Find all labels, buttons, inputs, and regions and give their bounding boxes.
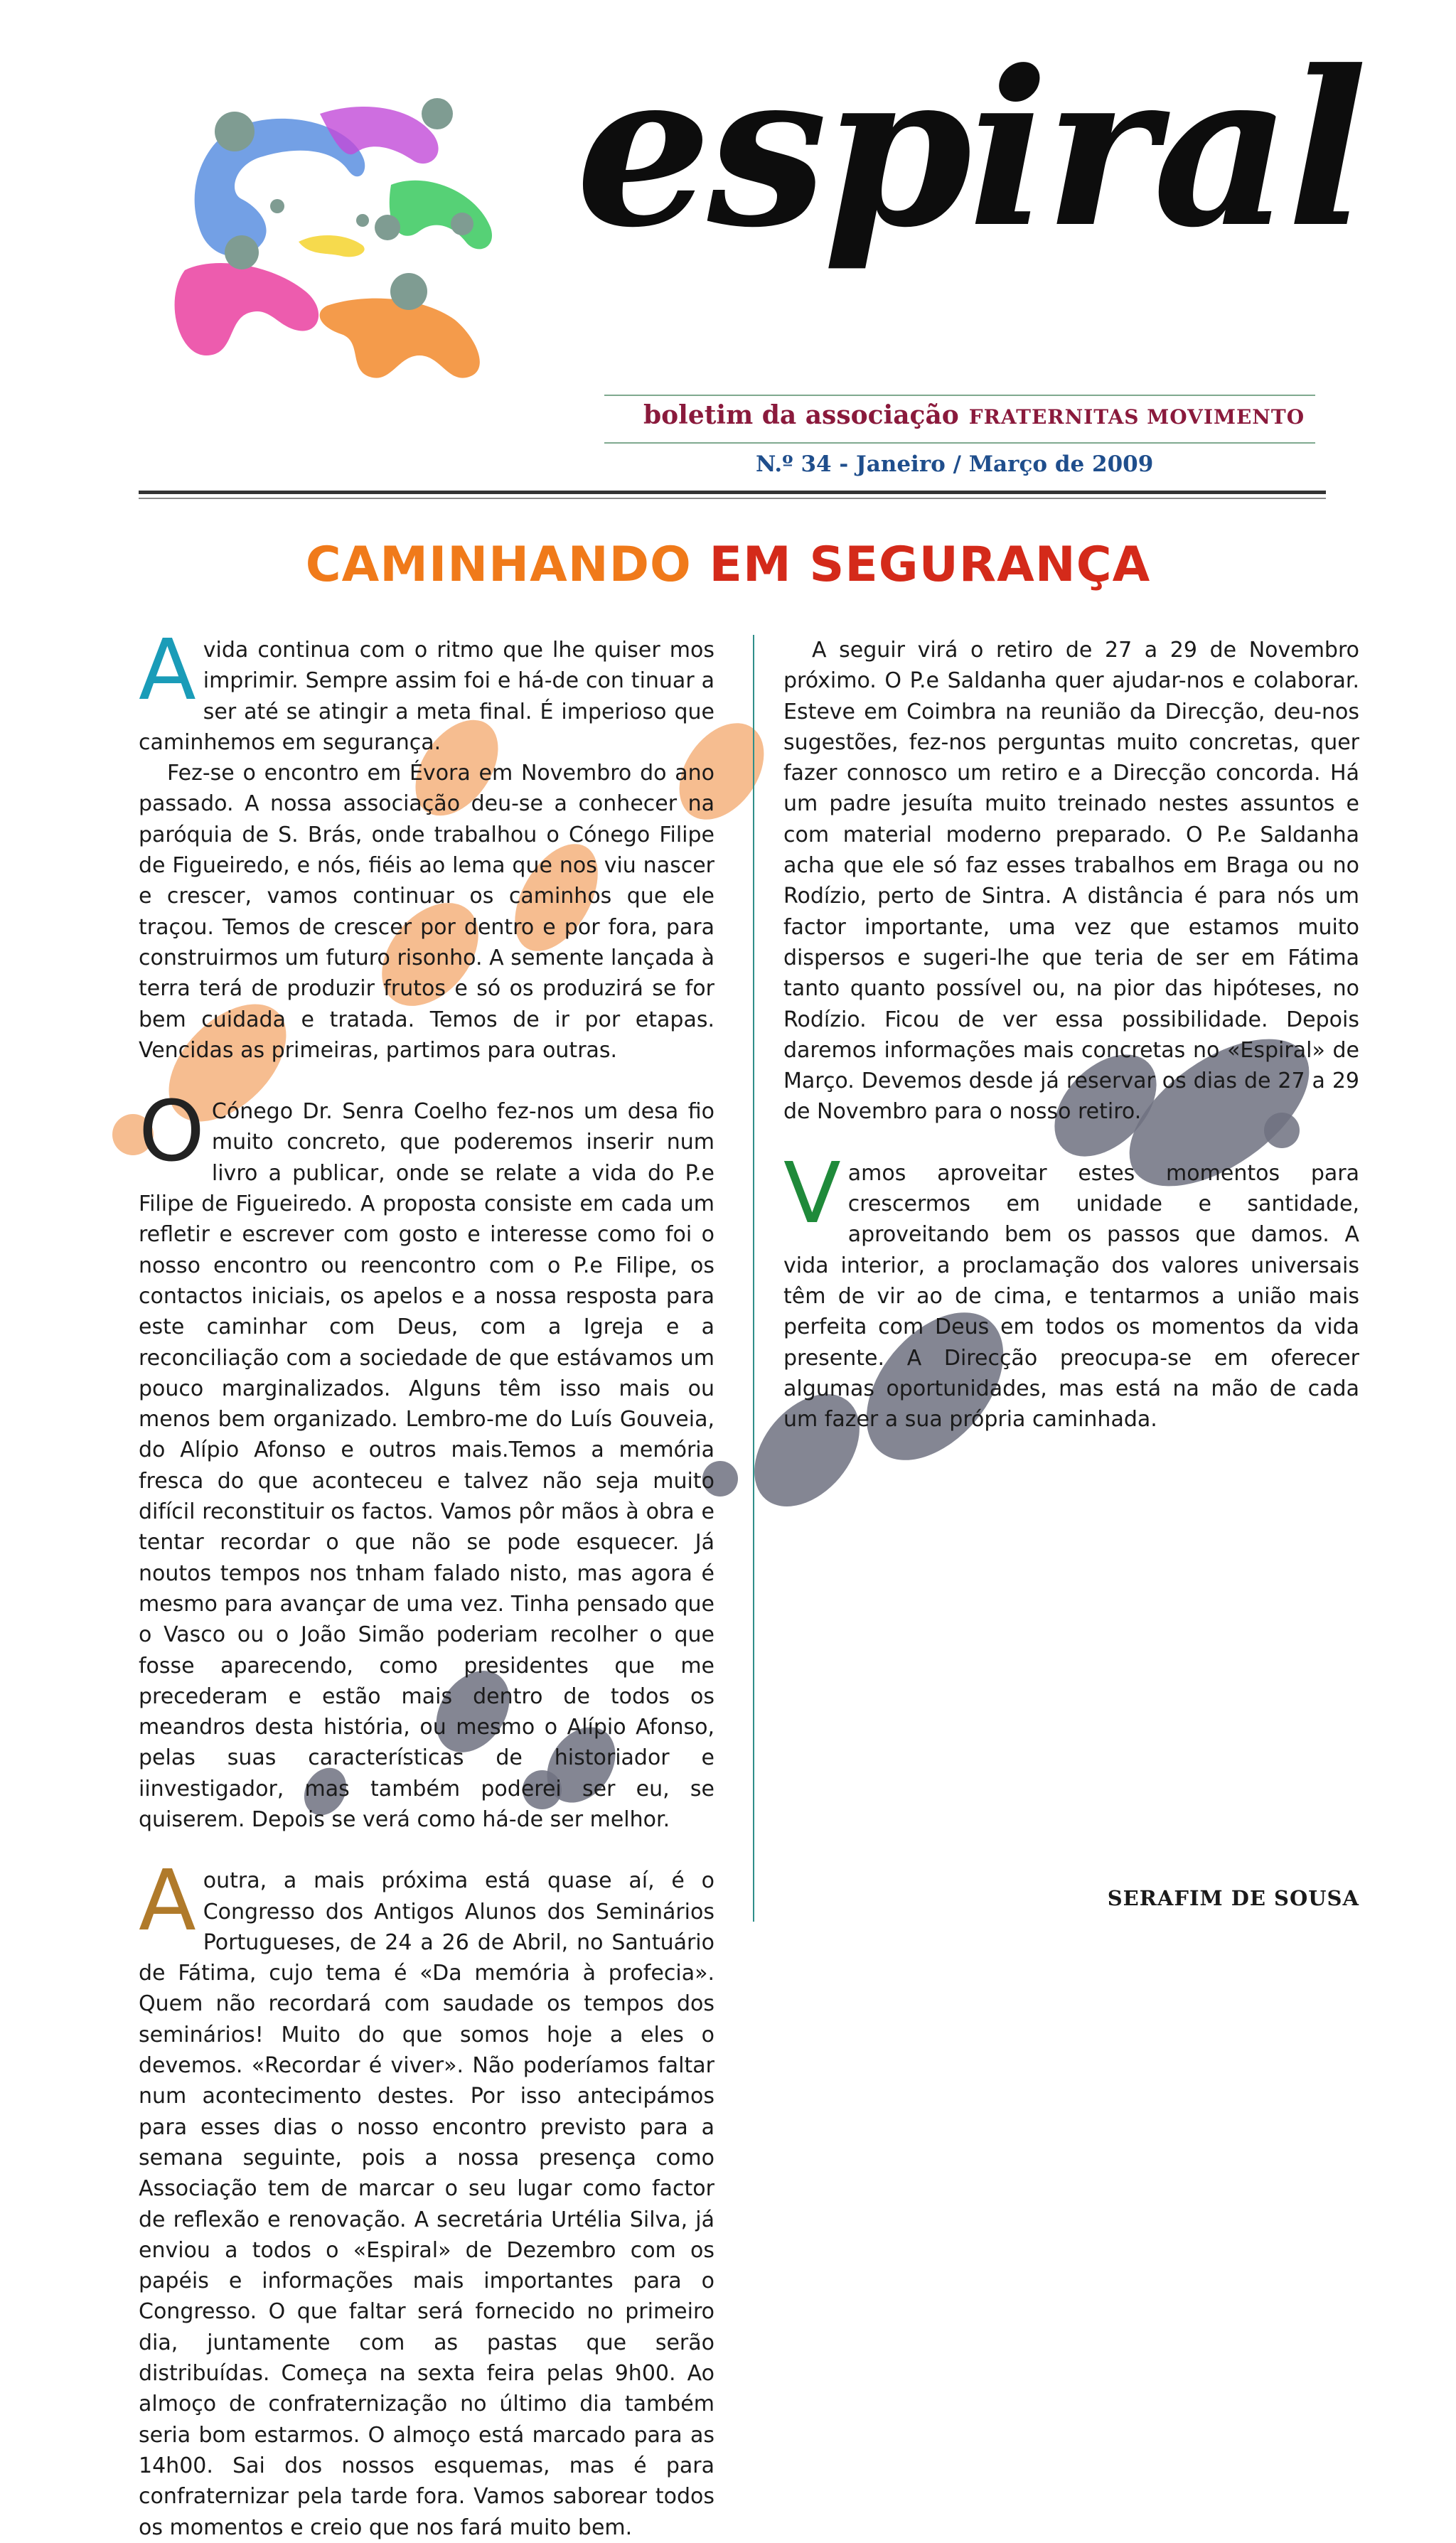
masthead-rule-bottom xyxy=(604,442,1315,444)
article-column-right xyxy=(783,635,1359,1435)
espiral-logo xyxy=(156,85,583,419)
paragraph xyxy=(783,1143,1359,1435)
paragraph-text: amos aproveitar estes momentos para crescermos em unidade e santidade, aproveitando bem os passos que damos. A vida interior, a proclamação dos valores universais têm de vir ao de cima, e tentarmos a união mais perfeita com Deus em todos os momentos da vida presente. A Direcção preocupa-se em oferecer algumas oportunidades, mas está na mão de cada um fazer a sua própria caminhada. xyxy=(783,1160,1359,1433)
issue-info: N.º 34 - Janeiro / Março de 2009 xyxy=(756,451,1154,477)
header-divider-thin xyxy=(139,498,1326,499)
masthead-title: espiral xyxy=(576,23,1364,274)
article-column-left xyxy=(139,621,714,2543)
paragraph-text: vida continua com o ritmo que lhe quiser mos imprimir. Sempre assim foi e há-de con tinuar a ser até se atingir a meta final. É imperioso que caminhemos em segurança. xyxy=(139,638,714,755)
paragraph xyxy=(139,1082,714,1835)
drop-cap: A xyxy=(139,1851,196,1950)
organization-name: FRATERNITAS MOVIMENTO xyxy=(968,405,1305,429)
drop-cap: O xyxy=(139,1082,205,1181)
paragraph-text: Cónego Dr. Senra Coelho fez-nos um desa fio muito concreto, que poderemos inserir num livro a publicar, onde se relate a vida do P.e Filipe de Figueiredo. A proposta consiste em cada um refletir e escrever com gosto e interesse como foi o nosso encontro ou reencontro com o P.e Filipe, os contactos iniciais, os apelos e a nossa resposta para este caminhar com Deus, com a Igreja e a reconciliação com a sociedade de que estávamos um pouco marginalizados. Alguns têm isso mais ou menos bem organizado. Lembro-me do Luís Gouveia, do Alípio Afonso e outros mais.Temos a memória fresca do que aconteceu e talvez não seja muito difícil reconstituir os factos. Vamos pôr mãos à obra e tentar recordar o que não se pode esquecer. Já noutos tempos nos tnham falado nisto, mas agora é mesmo para avançar de uma vez. Tinha pensado que o Vasco ou o João Simão poderiam recolher o que fosse aparecendo, como presidentes que me precederam e estão mais dentro de todos os meandros desta história, ou mesmo o Alípio Afonso, pelas suas características de historiador e iinvestigador, mas também poderei ser eu, se quiserem. Depois se verá como há-de ser melhor. xyxy=(139,1099,714,1832)
header-divider xyxy=(139,491,1326,494)
paragraph-text: outra, a mais próxima está quase aí, é o Congresso dos Antigos Alunos dos Seminários Portugueses, de 24 a 26 de Abril, no Santuário de Fátima, cujo tema é «Da memória à profecia». Quem não recordará com saudade os tempos dos seminários! Muito do que somos hoje a eles o devemos. «Recordar é viver». Não poderíamos faltar num acontecimento destes. Por isso antecipámos para esses dias o nosso encontro previsto para a semana seguinte, pois a nossa presença como Associação tem de marcar o seu lugar como factor de reflexão e renovação. A secretária Urtélia Silva, já enviou a todos o «Espiral» de Dezembro com os papéis e informações mais importantes para o Congresso. O que faltar será fornecido no primeiro dia, juntamente com as pastas que serão distribuídas. Começa na sexta feira pelas 9h00. Ao almoço de confraternização no último dia também seria bom estarmos. O almoço está marcado para as 14h00. Sai dos nossos esquemas, mas é para confraternizar pela tarde fora. Vamos saborear todos os momentos e creio que nos fará muito bem. xyxy=(139,1868,714,2540)
paragraph: Fez-se o encontro em Évora em Novembro do ano passado. A nossa associação deu-se a conhecer na paróquia de S. Brás, onde trabalhou o Cónego Filipe de Figueiredo, e nós, fiéis ao lema que nos viu nascer e crescer, vamos continuar os caminhos que ele traçou. Temos de crescer por dentro e por fora, para construirmos um futuro risonho. A semente lançada à terra terá de produzir frutos e só os produzirá se for bem cuidada e tratada. Temos de ir por etapas. Vencidas as primeiras, partimos para outras. xyxy=(139,761,714,1063)
drop-cap: A xyxy=(139,621,196,719)
masthead-subtitle xyxy=(643,400,1305,430)
drop-cap: V xyxy=(783,1143,841,1242)
column-divider xyxy=(753,635,754,1922)
headline-part2: EM SEGURANÇA xyxy=(709,537,1151,593)
paragraph: A seguir virá o retiro de 27 a 29 de Novembro próximo. O P.e Saldanha quer ajudar-nos e colaborar. Esteve em Coimbra na reunião da Direcção, deu-nos sugestões, fez-nos perguntas muito concretas, quer fazer connosco um retiro e a Direcção concorda. Há um padre jesuíta muito treinado nestes assuntos e com material moderno preparado. O P.e Saldanha acha que ele só faz esses trabalhos em Braga ou no Rodízio, perto de Sintra. A distância é para nós um factor importante, uma vez que estamos muito dispersos e sugeri-lhe que teria de ser em Fátima tanto quanto possível ou, na pior das hipóteses, no Rodízio. Ficou de ver essa possibilidade. Depois daremos informações mais concretas no «Espiral» de Março. Devemos desde já reservar os dias de 27 a 29 de Novembro para o nosso retiro. xyxy=(783,638,1359,1125)
masthead-rule-top xyxy=(604,395,1315,396)
paragraph xyxy=(139,621,714,758)
paragraph xyxy=(139,1851,714,2543)
article-headline xyxy=(0,537,1456,593)
subtitle-text: boletim da associação xyxy=(643,400,959,430)
headline-part1: CAMINHANDO xyxy=(305,537,692,593)
author-signature: SERAFIM DE SOUSA xyxy=(1107,1886,1359,1910)
